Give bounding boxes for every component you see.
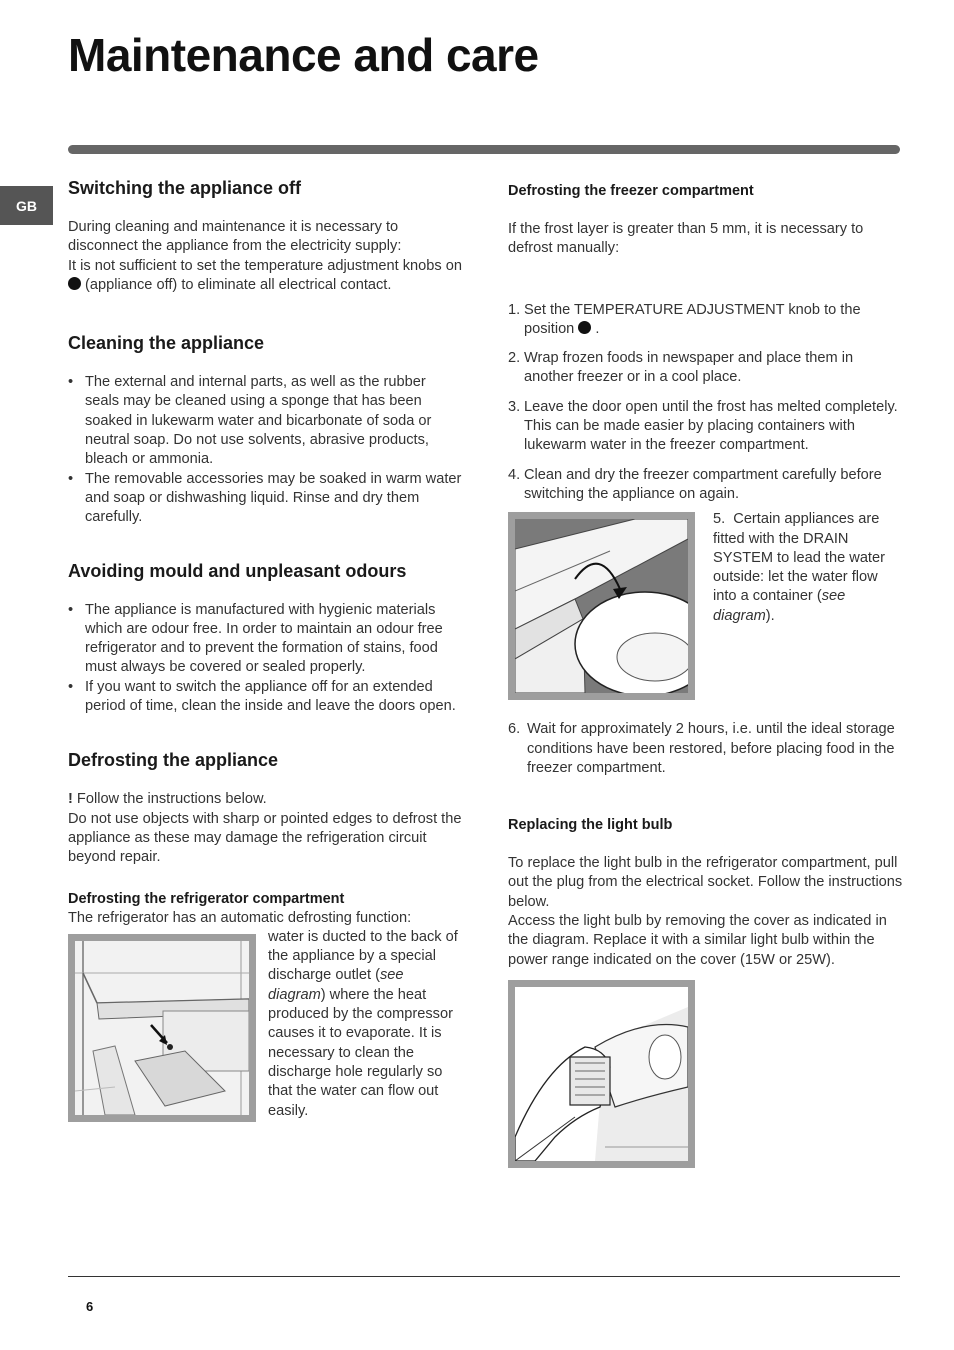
section-cleaning: [68, 331, 463, 527]
light-bulb-diagram: [508, 980, 695, 1168]
step-4-text: Clean and dry the freezer compartment carefully before switching the appliance on again.: [524, 466, 882, 502]
heading-cleaning: Cleaning the appliance: [68, 333, 265, 354]
heading-mould: Avoiding mould and unpleasant odours: [68, 560, 407, 581]
section-light-bulb: [508, 816, 903, 1168]
drain-system-diagram: [508, 512, 695, 700]
drain-system-illustration: [515, 519, 688, 693]
switching-off-text-2b: (appliance off) to eliminate all electrical contact.: [81, 276, 392, 293]
section-switching-off: [68, 176, 463, 295]
light-bulb-text-2: Access the light bulb by removing the cover as indicated in the diagram. Replace it with a similar light bulb within the power range indicated on the cover (15W or 25W).: [508, 913, 887, 968]
page-title: Maintenance and care: [68, 29, 539, 81]
list-item: [508, 466, 903, 505]
list-item: • The external and internal parts, as well as the rubber seals may be cleaned using a sponge that has been soaked in lukewarm water and bicarbonate of soda or neutral soap. Do not use solvents, abrasive products, bleach or ammonia.: [68, 373, 463, 469]
fridge-discharge-illustration: [75, 941, 249, 1115]
light-bulb-illustration: [515, 987, 688, 1161]
list-item: [508, 349, 903, 388]
cleaning-list: [68, 373, 463, 527]
footer-rule: [68, 1276, 900, 1277]
see-diagram-ref: see diagram: [713, 588, 846, 624]
left-column: [68, 176, 463, 1126]
step-2-text: Wrap frozen foods in newspaper and place them in another freezer or in a cool place.: [524, 350, 854, 386]
light-bulb-text-1: To replace the light bulb in the refrigerator compartment, pull out the plug from the electrical socket. Follow the instructions below.: [508, 855, 903, 910]
heading-switching-off: Switching the appliance off: [68, 178, 302, 198]
step-number: 3.: [508, 398, 521, 415]
fridge-discharge-diagram: [68, 934, 256, 1122]
step-number: 2.: [508, 350, 521, 367]
section-defrosting: [68, 748, 463, 1120]
mould-list: [68, 601, 463, 717]
step-5-block: [508, 510, 903, 700]
language-tab: GB: [0, 186, 53, 225]
heading-light-bulb: Replacing the light bulb: [508, 817, 673, 834]
defrost-follow-text: Follow the instructions below.: [72, 791, 267, 808]
step-number: 1.: [508, 301, 521, 318]
switching-off-text-1: During cleaning and maintenance it is necessary to disconnect the appliance from the electricity supply:: [68, 219, 402, 255]
heading-defrosting: Defrosting the appliance: [68, 750, 279, 771]
fridge-defrost-text-a: water is ducted to the back of the appliance by a special discharge outlet (: [268, 928, 458, 984]
list-item: [508, 398, 903, 456]
header-rule: [68, 145, 900, 154]
list-item: • The appliance is manufactured with hygienic materials which are odour free. In order to maintain an odour free refrigerator and to prevent the formation of stains, food must always be covered or sealed properly.: [68, 601, 463, 678]
off-position-dot-icon: [578, 321, 591, 334]
list-item: • The removable accessories may be soaked in warm water and soap or dishwashing liquid. Rinse and dry them carefully.: [68, 470, 463, 528]
freezer-steps-cont: [508, 720, 903, 778]
heading-fridge-defrost: Defrosting the refrigerator compartment: [68, 890, 345, 907]
freezer-steps: [508, 301, 903, 505]
section-mould: [68, 559, 463, 717]
step-number: 5.: [713, 511, 726, 528]
step-5-text-a: Certain appliances are fitted with the DRAIN SYSTEM to lead the water outside: let the water flow into a container (: [713, 511, 885, 605]
heading-freezer-defrost: Defrosting the freezer compartment: [508, 183, 754, 199]
step-6-text: Wait for approximately 2 hours, i.e. until the ideal storage conditions have been restored, before placing food in the freezer compartment.: [527, 721, 895, 776]
page-number: 6: [86, 1299, 94, 1314]
step-3-text: Leave the door open until the frost has melted completely. This can be made easier by placing containers with lukewarm water in the freezer compartment.: [524, 398, 898, 454]
warning-exclamation-icon: !: [68, 791, 73, 808]
list-item: [508, 720, 903, 778]
fridge-defrost-intro: The refrigerator has an automatic defrosting function:: [68, 909, 412, 926]
section-freezer-defrost: [508, 182, 903, 778]
defrost-warning: Do not use objects with sharp or pointed edges to defrost the appliance as these may damage the refrigeration circuit beyond repair.: [68, 810, 462, 866]
step-number: 6.: [508, 721, 521, 738]
fridge-defrost-text-b: ) where the heat produced by the compressor causes it to evaporate. It is necessary to clean the discharge hole regularly so that the water can flow out easily.: [268, 986, 453, 1119]
step-number: 4.: [508, 466, 521, 483]
defrost-follow-note: [68, 790, 463, 809]
switching-off-text-2a: It is not sufficient to set the temperature adjustment knobs on: [68, 257, 462, 274]
freezer-defrost-intro: If the frost layer is greater than 5 mm, it is necessary to defrost manually:: [508, 221, 864, 257]
list-item: [508, 301, 903, 340]
step-1-text: Set the TEMPERATURE ADJUSTMENT knob to the position: [524, 301, 861, 337]
off-position-dot-icon: [68, 277, 81, 290]
step-5-text-b: ).: [765, 607, 775, 624]
list-item: • If you want to switch the appliance off for an extended period of time, clean the inside and leave the doors open.: [68, 678, 463, 717]
switching-off-text-2: [68, 257, 463, 296]
see-diagram-ref: see diagram: [268, 967, 404, 1003]
step-1-end: .: [591, 320, 600, 337]
right-column: [508, 182, 903, 1168]
